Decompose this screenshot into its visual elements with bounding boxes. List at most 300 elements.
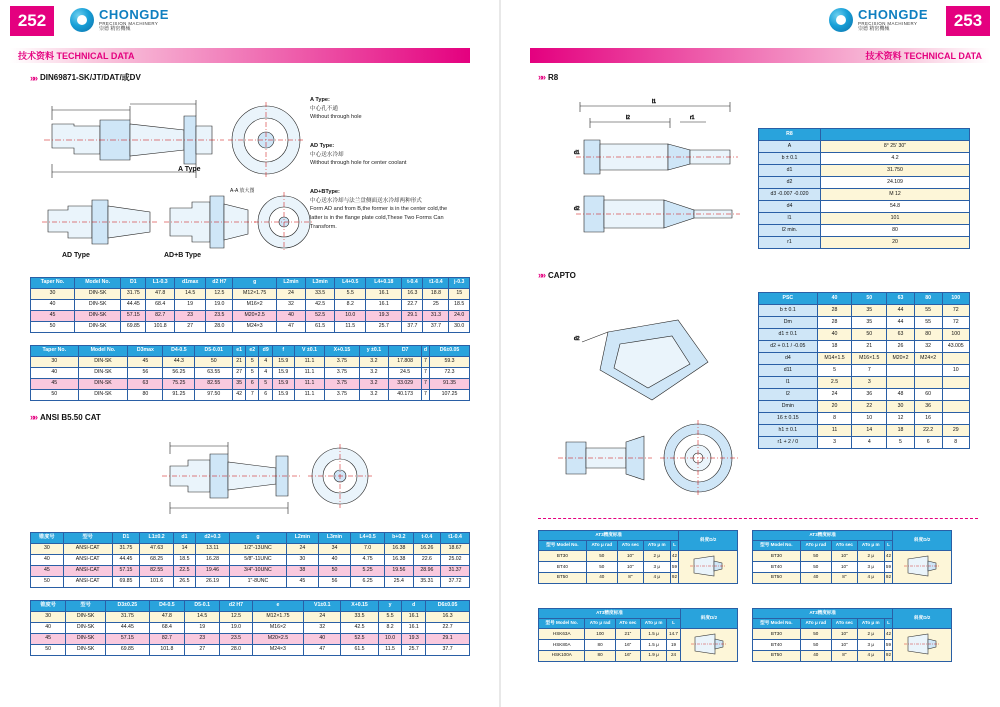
table-cell: 92 — [884, 650, 893, 661]
table-cell: 6 — [914, 437, 942, 449]
note-a-type-title: A Type: — [310, 97, 330, 103]
column-header: t-0.4 — [402, 278, 423, 289]
table-row — [31, 311, 470, 322]
table-cell: 25.02 — [441, 555, 470, 566]
row-label: l1 — [759, 377, 818, 389]
column-header: L — [884, 619, 893, 629]
table-cell: 54.8 — [821, 201, 970, 213]
table-cell: BT50 — [753, 650, 801, 661]
table-cell: DIN-SK — [78, 390, 128, 401]
table-row — [31, 379, 470, 390]
table-cell: 3.2 — [359, 390, 389, 401]
table-cell: 24 — [817, 389, 852, 401]
table-cell: 14 — [852, 425, 887, 437]
table-cell: 44.45 — [112, 555, 140, 566]
table-cell: 3.2 — [359, 357, 389, 368]
table-cell: 16.1 — [402, 623, 426, 634]
column-header: t1-0.4 — [423, 278, 449, 289]
table-cell: 82.7 — [146, 311, 175, 322]
table-cell: 101.8 — [146, 322, 175, 333]
table-cell: DIN-SK — [75, 322, 121, 333]
column-header: Model No. — [78, 346, 128, 357]
table-cell: 37.72 — [441, 577, 470, 588]
table-row — [759, 353, 970, 365]
table-cell: 59 — [670, 561, 679, 572]
table-cell: 3 — [852, 377, 887, 389]
table-cell: 40 — [800, 572, 831, 583]
table-cell: 47.8 — [149, 612, 184, 623]
table-cell: 30 — [286, 555, 318, 566]
column-header: L1-0.3 — [146, 278, 175, 289]
table-cell — [942, 377, 970, 389]
column-header: d2+0.3 — [195, 533, 229, 544]
table-cell: 8" — [831, 572, 857, 583]
right-header-title-text: 技术资料 TECHNICAL DATA — [865, 51, 982, 61]
column-header: L4+0.5 — [335, 278, 366, 289]
table-cell: 24.109 — [821, 177, 970, 189]
table-cell: 28 — [817, 317, 852, 329]
table-cell: 25.7 — [366, 322, 402, 333]
table-cell — [887, 365, 915, 377]
table-cell: 59 — [884, 561, 893, 572]
table-cell: 48 — [887, 389, 915, 401]
table-cell: 33.029 — [389, 379, 422, 390]
table-cell: 22.7 — [426, 623, 470, 634]
table-cell: BT30 — [753, 551, 801, 562]
note-ad-type-en: Without through hole for center coolant — [310, 160, 407, 167]
table-cell: 27 — [175, 322, 206, 333]
note-ad-type-cn: 中心送水冷却 — [310, 151, 344, 158]
column-header: 型号 Model No. — [753, 619, 801, 629]
svg-text:d1: d1 — [574, 150, 580, 156]
table-cell: 31.75 — [105, 612, 149, 623]
table-cell: 16.3 — [402, 289, 423, 300]
table-row — [759, 437, 970, 449]
table-cell: 7.0 — [351, 544, 385, 555]
note-a-type — [310, 96, 460, 122]
table-cell: M16×2 — [252, 623, 304, 634]
table-row — [759, 177, 970, 189]
table-cell: 63 — [887, 329, 915, 341]
table-cell: 10" — [617, 561, 643, 572]
row-label: d3 -0.007 -0.020 — [759, 189, 821, 201]
at3-block-4 — [752, 608, 952, 662]
table-cell: 28.0 — [220, 645, 252, 656]
table-ansi-dimensions-2 — [30, 600, 470, 656]
table-row — [759, 389, 970, 401]
table-cell: 57.15 — [112, 566, 140, 577]
table-cell: 29 — [942, 425, 970, 437]
table-cell: 57.15 — [105, 634, 149, 645]
chevron-right-icon-4: »» — [538, 270, 545, 280]
table-row — [753, 551, 952, 562]
table-cell: 23 — [185, 634, 220, 645]
table-cell: 11.1 — [294, 357, 325, 368]
table-cell: 24 — [276, 289, 305, 300]
table-cell: 25 — [423, 300, 449, 311]
table-row — [31, 577, 470, 588]
table-cell: 92 — [670, 572, 679, 583]
table-cell: 55 — [914, 317, 942, 329]
table-cell: 12 — [887, 413, 915, 425]
at3-block-2 — [752, 530, 952, 584]
table-cell: 21 — [233, 357, 246, 368]
table-din-dimensions-2 — [30, 345, 470, 401]
table-cell: 68.4 — [149, 623, 184, 634]
table-cell: 31.3 — [423, 311, 449, 322]
table-cell: 55 — [914, 305, 942, 317]
taper-diagram-cell — [679, 551, 738, 584]
table-cell: 3/4"-10UNC — [230, 566, 287, 577]
table-cell: 42 — [233, 390, 246, 401]
table-cell: 25.7 — [402, 645, 426, 656]
section-din69871-label: DIN69871-SK/JT/DAT/或DV — [40, 73, 141, 82]
table-row — [31, 357, 470, 368]
table-cell: 1/2"-13UNC — [230, 544, 287, 555]
table-cell: DIN-SK — [66, 634, 106, 645]
table-cell: 5.25 — [351, 566, 385, 577]
table-cell: 22.5 — [174, 566, 196, 577]
table-row — [759, 401, 970, 413]
table-cell: 11.1 — [294, 368, 325, 379]
table-cell: 59 — [884, 639, 893, 650]
table-cell: 23.5 — [220, 634, 252, 645]
row-label: Dm — [759, 317, 818, 329]
brand-sub: PRECISION MACHINERY — [99, 20, 159, 26]
table-cell: 19.3 — [402, 634, 426, 645]
table-cell: 30 — [31, 289, 75, 300]
table-cell: 2 μ — [643, 551, 670, 562]
table-cell: 38 — [286, 566, 318, 577]
column-header: g — [230, 533, 287, 544]
table-cell: 32 — [304, 623, 341, 634]
row-label: r1 + 2 / 0 — [759, 437, 818, 449]
table-cell: 40 — [800, 650, 831, 661]
column-header: L2min — [276, 278, 305, 289]
table-cell: 92 — [884, 572, 893, 583]
table-cell: M 12 — [821, 189, 970, 201]
table-cell: 12.5 — [220, 612, 252, 623]
table-cell: 50 — [800, 561, 831, 572]
table-title: AT3精度标准 — [753, 609, 893, 619]
table-cell: 50 — [586, 551, 617, 562]
table-cell: 3 μ — [643, 561, 670, 572]
column-header: D1 — [121, 278, 146, 289]
table-row — [759, 305, 970, 317]
table-row — [759, 213, 970, 225]
table-cell: 40.173 — [389, 390, 422, 401]
column-header: V ±0.1 — [294, 346, 325, 357]
column-header: t1-0.4 — [441, 533, 470, 544]
column-header: b+0.2 — [385, 533, 413, 544]
table-cell: 40 — [318, 555, 350, 566]
table-cell: 30 — [31, 544, 64, 555]
table-cell: 7 — [852, 365, 887, 377]
table-row — [539, 551, 738, 562]
slope-label: 斜度D/2 — [893, 531, 952, 551]
column-header: L3min — [318, 533, 350, 544]
table-cell: 69.85 — [121, 322, 146, 333]
table-cell: 8" — [831, 650, 857, 661]
row-label: d1 ± 0.1 — [759, 329, 818, 341]
column-header: ATo μ rad — [800, 541, 831, 551]
table-cell — [914, 365, 942, 377]
column-header: d1 — [174, 533, 196, 544]
table-cell: 14.5 — [185, 612, 220, 623]
table-cell: 60 — [914, 389, 942, 401]
table-cell: DIN-SK — [66, 612, 106, 623]
right-header-title — [530, 48, 990, 63]
table-cell: 52.5 — [306, 311, 335, 322]
table-cell: 5.5 — [378, 612, 402, 623]
table-cell: 6 — [259, 390, 273, 401]
table-cell: 4 — [259, 357, 273, 368]
table-cell: BT40 — [753, 639, 801, 650]
table-cell: 10" — [831, 551, 857, 562]
table-cell: 26.5 — [174, 577, 196, 588]
table-row — [759, 365, 970, 377]
column-header: L4+0.18 — [366, 278, 402, 289]
table-cell: 40 — [31, 300, 75, 311]
table-cell: 1.9 μ — [641, 650, 667, 661]
table-cell: 13.11 — [195, 544, 229, 555]
table-cell: 22.2 — [914, 425, 942, 437]
note-ad-type-title: AD Type: — [310, 143, 335, 149]
column-header: 型号 Model No. — [539, 541, 587, 551]
note-ad-type — [310, 142, 460, 168]
table-cell: BT30 — [753, 629, 801, 640]
table-cell: 45 — [286, 577, 318, 588]
table-cell: 16.1 — [402, 612, 426, 623]
table-cell: 10.0 — [335, 311, 366, 322]
table-cell: 3.2 — [359, 368, 389, 379]
table-cell: 63 — [128, 379, 163, 390]
column-header: ATo μ m — [641, 619, 667, 629]
table-cell: 91.35 — [430, 379, 470, 390]
column-header: f — [273, 346, 295, 357]
table-row — [759, 425, 970, 437]
row-label: d2 — [759, 177, 821, 189]
table-cell: 45 — [31, 311, 75, 322]
section-ansi-label: ANSI B5.50 CAT — [40, 412, 101, 422]
chevron-right-icon-2: »» — [30, 412, 37, 422]
table-cell: 26.19 — [195, 577, 229, 588]
logo-icon-right — [829, 8, 853, 32]
section-ansi — [30, 412, 101, 422]
column-header: ATo μ m — [643, 541, 670, 551]
table-cell: 27 — [185, 645, 220, 656]
note-a-type-en: Without through hole — [310, 114, 362, 121]
column-header: L — [667, 619, 681, 629]
label-a-type: A Type — [178, 166, 201, 173]
table-cell: 15.9 — [273, 368, 295, 379]
r8-drawing — [560, 92, 760, 252]
table-cell: 18.5 — [174, 555, 196, 566]
row-label: b ± 0.1 — [759, 153, 821, 165]
table-cell: 69.85 — [105, 645, 149, 656]
table-cell: 52.5 — [341, 634, 378, 645]
column-header: ATo sec — [831, 619, 857, 629]
table-cell: 69.85 — [112, 577, 140, 588]
column-header: ATo μ rad — [800, 619, 831, 629]
column-header: 型号 — [66, 601, 106, 612]
column-header: ATo sec — [615, 619, 640, 629]
table-cell — [914, 377, 942, 389]
column-header: d2 H7 — [220, 601, 252, 612]
table-cell: 12.5 — [206, 289, 233, 300]
column-header: d — [421, 346, 429, 357]
table-cell: 31.37 — [441, 566, 470, 577]
logo-icon — [70, 8, 94, 32]
table-cell: 43.005 — [942, 341, 970, 353]
row-label: r1 — [759, 237, 821, 249]
table-row — [31, 300, 470, 311]
row-label: d1 — [759, 165, 821, 177]
table-cell: 14.7 — [667, 629, 681, 640]
section-capto-label: CAPTO — [548, 270, 576, 280]
right-page-number: 253 — [946, 6, 990, 36]
table-row — [759, 153, 970, 165]
table-cell: DIN-SK — [78, 357, 128, 368]
table-cell: BT40 — [539, 561, 587, 572]
table-cell: 1.5 μ — [641, 639, 667, 650]
table-cell: 68.4 — [146, 300, 175, 311]
svg-text:l1: l1 — [652, 99, 656, 105]
table-cell: M24×3 — [233, 322, 276, 333]
table-cell: 91.25 — [163, 390, 195, 401]
table-cell: 15.9 — [273, 390, 295, 401]
table-cell: DIN-SK — [66, 645, 106, 656]
table-cell: 8" — [617, 572, 643, 583]
table-row — [31, 390, 470, 401]
column-header: R8 — [759, 129, 821, 141]
svg-text:A-A 放大图: A-A 放大图 — [230, 188, 255, 194]
table-cell: 50 — [31, 322, 75, 333]
table-cell: 37.7 — [426, 645, 470, 656]
table-cell: 14.5 — [175, 289, 206, 300]
table-cell: 11.1 — [294, 390, 325, 401]
table-cell: 35 — [852, 305, 887, 317]
table-row — [759, 165, 970, 177]
table-cell: 23 — [175, 311, 206, 322]
table-cell: 97.50 — [195, 390, 233, 401]
taper-diagram-cell — [893, 551, 952, 584]
table-cell: 72 — [942, 305, 970, 317]
svg-text:d2: d2 — [574, 206, 580, 212]
left-header-title — [10, 48, 470, 63]
table-row — [31, 566, 470, 577]
row-label: l1 — [759, 213, 821, 225]
table-cell: 4 μ — [857, 572, 884, 583]
table-cell — [942, 413, 970, 425]
table-cell: 100 — [942, 329, 970, 341]
table-cell: 17.808 — [389, 357, 422, 368]
table-cell: 10" — [831, 639, 857, 650]
table-cell: 80 — [128, 390, 163, 401]
table-at3-1 — [538, 530, 738, 584]
brand-sub-right: PRECISION MACHINERY — [858, 20, 918, 26]
table-cell — [942, 401, 970, 413]
note-adb-type-en: Form AD and from B,the former is in the center cold,the latter is in the flange plate cold,These Two Forms Can Transform. — [310, 206, 448, 230]
note-adb-type — [310, 188, 460, 231]
table-cell: M16×2 — [233, 300, 276, 311]
row-label: A — [759, 141, 821, 153]
row-label: h1 ± 0.1 — [759, 425, 818, 437]
table-cell: 35 — [233, 379, 246, 390]
brand-name-right: CHONGDE — [858, 7, 928, 23]
table-cell: DIN-SK — [75, 289, 121, 300]
table-row — [31, 634, 470, 645]
table-cell: 22 — [852, 401, 887, 413]
table-cell: 61.5 — [306, 322, 335, 333]
table-cell: 2 μ — [857, 551, 884, 562]
table-cell: DIN-SK — [75, 311, 121, 322]
table-cell: 30 — [887, 401, 915, 413]
table-cell: 72.3 — [430, 368, 470, 379]
table-cell: 7 — [421, 368, 429, 379]
table-cell: 8 — [817, 413, 852, 425]
table-cell: 50 — [586, 561, 617, 572]
table-row — [759, 141, 970, 153]
logo-right — [829, 8, 928, 32]
table-cell: 50 — [852, 329, 887, 341]
column-header: X+0.15 — [341, 601, 378, 612]
table-cell: 50 — [800, 551, 831, 562]
table-cell: 42.5 — [341, 623, 378, 634]
table-cell: 19 — [667, 639, 681, 650]
table-cell: 1"-8UNC — [230, 577, 287, 588]
table-cell: 16.1 — [366, 289, 402, 300]
column-header: PSC — [759, 293, 818, 305]
at3-block-1 — [538, 530, 738, 584]
table-cell: 50 — [31, 645, 66, 656]
dotted-divider — [538, 518, 978, 519]
table-cell: 8° 25' 30" — [821, 141, 970, 153]
table-cell: 47.63 — [140, 544, 174, 555]
table-cell: 16" — [615, 639, 640, 650]
table-cell: 31.75 — [121, 289, 146, 300]
table-row — [759, 413, 970, 425]
column-header: ATo μ m — [857, 619, 884, 629]
brand-cn-right: 崇德 精密機械 — [858, 25, 890, 32]
table-cell: 5.5 — [335, 289, 366, 300]
table-cell: DIN-SK — [66, 623, 106, 634]
column-header: ATo μ rad — [585, 619, 615, 629]
table-cell: 14 — [174, 544, 196, 555]
table-title: AT3精度标准 — [753, 531, 893, 541]
table-cell: 16" — [615, 650, 640, 661]
table-cell: 33.5 — [306, 289, 335, 300]
column-header: y — [378, 601, 402, 612]
section-r8 — [538, 72, 558, 82]
table-cell: 10" — [617, 551, 643, 562]
table-cell: ANSI-CAT — [63, 555, 112, 566]
table-row — [539, 629, 738, 640]
table-cell: 101.6 — [140, 577, 174, 588]
table-ansi-dimensions-1 — [30, 532, 470, 588]
table-cell: 3.75 — [325, 379, 359, 390]
table-at3-2 — [752, 530, 952, 584]
table-cell: 6.25 — [351, 577, 385, 588]
table-cell: 24 — [286, 544, 318, 555]
table-cell: 2 μ — [857, 629, 884, 640]
table-cell: 40 — [31, 555, 64, 566]
table-cell: 5 — [817, 365, 852, 377]
table-cell: 59.3 — [430, 357, 470, 368]
row-label: d11 — [759, 365, 818, 377]
table-cell: 25.4 — [385, 577, 413, 588]
column-header: e1 — [233, 346, 246, 357]
